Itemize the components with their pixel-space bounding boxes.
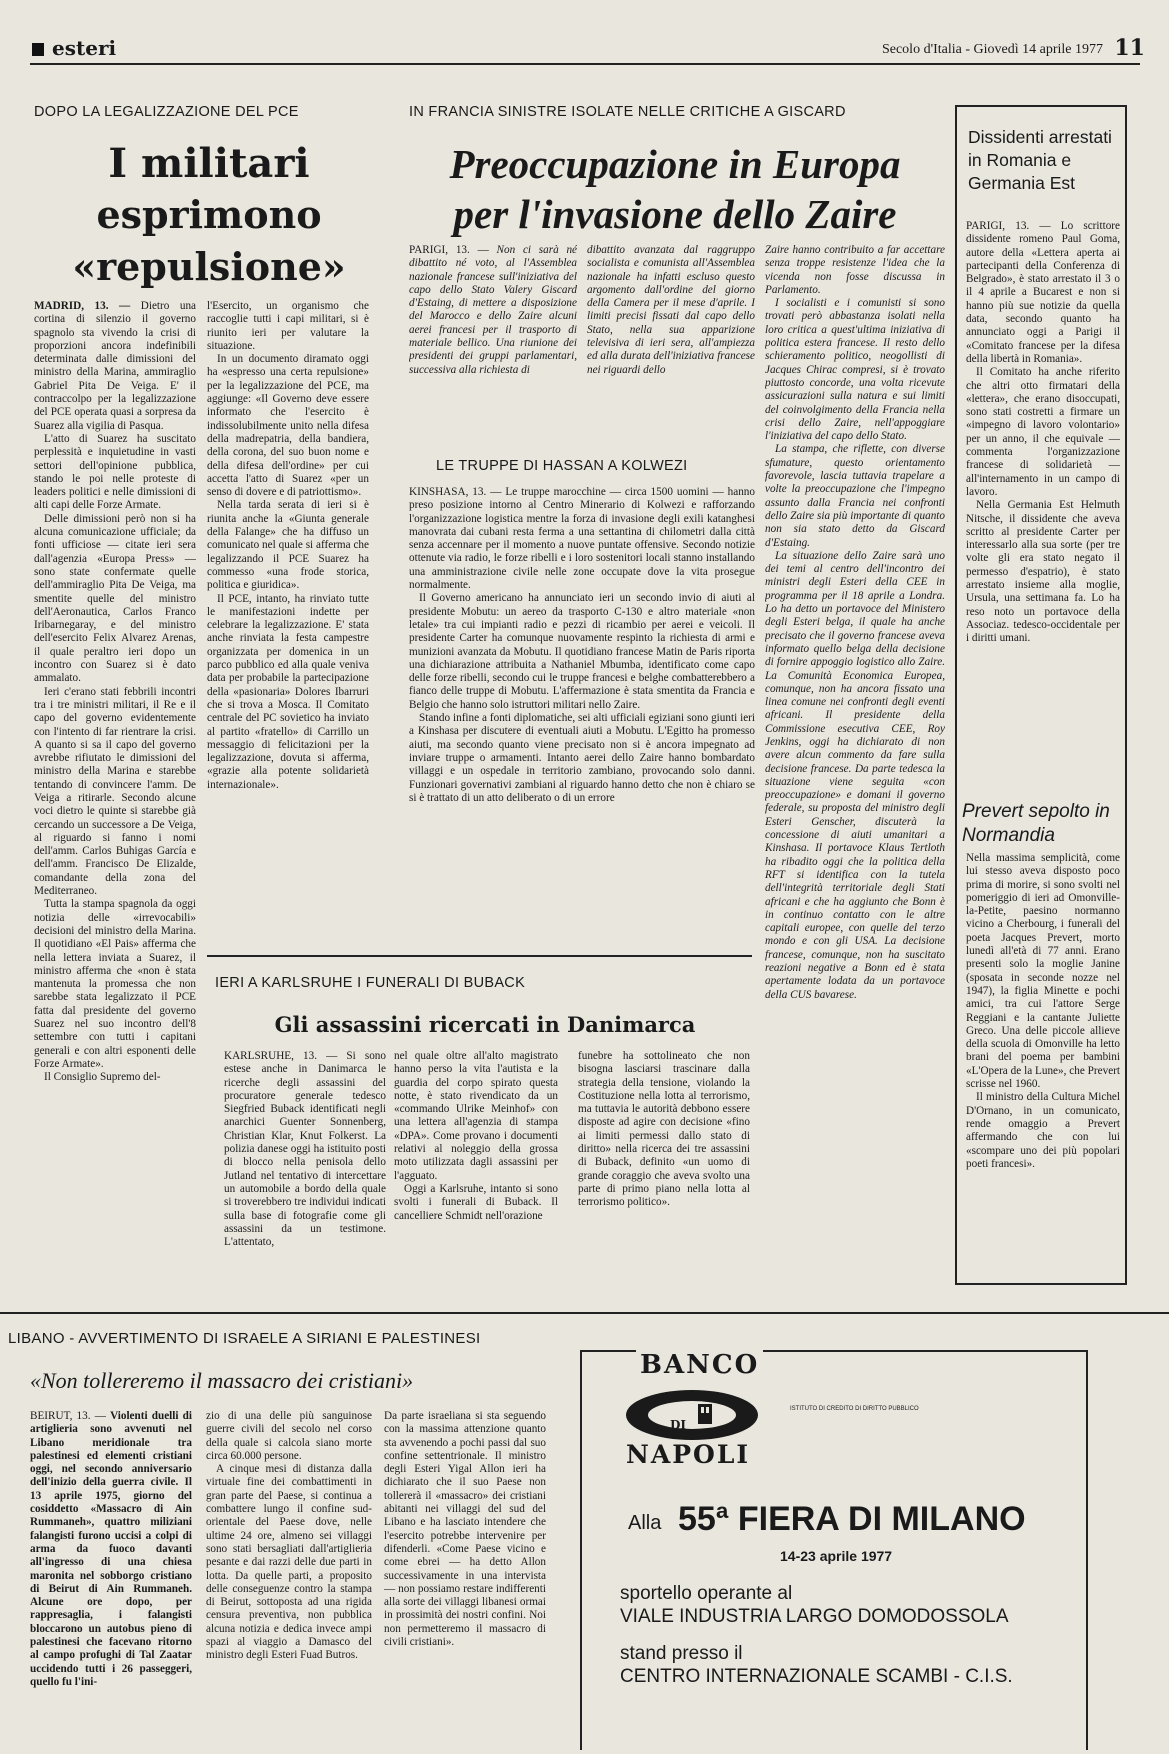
ad-line-4: CENTRO INTERNAZIONALE SCAMBI - C.I.S. — [620, 1666, 1013, 1687]
lebanon-column-1 — [30, 1410, 192, 1750]
kolwezi-paragraph: Le truppe marocchine — circa 1500 uomini — hanno preso posizione intorno al Centro Minerario di Kolwezi e rafforzando l'organizzazione logistica mentre la forza di invasione degli exili katanghesi manovrata dai cubani resta ferma a una settantina di chilometri dalla città senza accennare per il momento a nuove puntate offensive. Secondo notizie ottenute via radio, le forze ribelli e i loro sostenitori locali stanno installando una amministrazione civile nelle zone occupate dove la vita prosegue normalmente. — [409, 486, 755, 592]
ad-line-1: sportello operante al — [620, 1583, 793, 1604]
zaire-headline-1: Preoccupazione in Europa — [449, 141, 901, 187]
zaire-column-1 — [409, 244, 577, 414]
zaire-paragraph: La situazione dello Zaire sarà uno dei temi al centro dell'incontro dei ministri degli Esteri della CEE in programma per il 18 aprile a Londra. Lo ha detto un portavoce del Ministero degli Esteri belga, il quale ha anche precisato che il governo francese aveva informato quello belga della decisione di fornire appoggio logistico allo Zaire. La Comunità Economica Europea, comunque, non ha ancora fissato una linea comune nei confronti degli eventi africani. Il presidente della Commissione esecutiva CEE, Roy Jenkins, oggi ha dichiarato di non avere alcun commento da fare sulla decisione francese. Da parte tedesca la situazione viene seguita «con preoccupazione» e domani il governo federale, su proposta del ministro degli Esteri Genscher, discuterà la concessione di aiuti umanitari a Kinshasa. Il portavoce Klaus Tertloth ha ribadito oggi che la politica della RFT si identifica con la tutela dell'integrità territoriale degli Stati africani e che ha aggiunto che Bonn è in continuo contatto con le altre capitali europee, con quelle del terzo mondo e con gli USA. La decisione francese, comunque, non ha suscitato reazioni negative a Bonn ed è stata apertamente lodata da un portavoce della CUS bavarese. — [765, 549, 945, 1001]
zaire-paragraph: I socialisti e i comunisti si sono trovati però abbastanza isolati nella loro critica a quest'ultima iniziativa di politica estera francese. Il resto dello schieramento politico, neogollisti di Jacques Chirac compresi, si è trovato piuttosto concorde, una volta ricevute assicurazioni sulla natura e sui limiti del coinvolgimento della Francia nella crisi dello Zaire, nell'appoggiare l'iniziativa del capo dello Stato. — [765, 297, 945, 443]
bank-tagline: ISTITUTO DI CREDITO DI DIRITTO PUBBLICO — [790, 1406, 919, 1412]
dissidents-paragraph: Lo scrittore dissidente romeno Paul Goma, autore della «Lettera aperta ai partecipanti della Conferenza di Belgrado», è stato arrestato il 3 o il 4 aprile a Bucarest e non si hanno più sue notizie da quella data, secondo quanto ha annunciato oggi a Parigi il «Comitato francese per la difesa della libertà in Romania». — [966, 220, 1120, 365]
buback-rule — [207, 955, 752, 957]
zaire-paragraph: dibattito avanzata dal raggruppo socialista e comunista all'Assemblea nazionale ha infatti escluso questo argomento dall'ordine del giorno della Camera per il mese d'aprile. I limiti precisi fissati dal capo dello Stato, nella sua apparizione televisiva di ieri sera, all'ampiezza ed alla durata dell'iniziativa francese nei riguardi dello — [587, 244, 755, 376]
military-paragraph: Il PCE, intanto, ha rinviato tutte le manifestazioni indette per celebrare la legalizzazione. E' stata anche rinviata la festa campestre organizzata per domenica in un parco pubblico ed alla quale veniva data per probabile la partecipazione della «pasionaria» Dolores Ibarruri che si trova a Mosca. Il Comitato centrale del PC sovietico ha inviato al partito «fratello» di Carrillo un messaggio di felicitazioni per la legalizzazione, dovuta si afferma, «grazie alla potente solidarietà internazionale». — [207, 592, 369, 791]
military-headline-3: «repulsione» — [72, 244, 346, 289]
buback-column-3 — [578, 1050, 750, 1295]
military-kicker: DOPO LA LEGALIZZAZIONE DEL PCE — [34, 104, 299, 120]
buback-paragraph: nel quale oltre all'alto magistrato hanno perso la vita l'autista e la guardia del corpo spirato questa notte, è stato rivendicato da un «commando Ulrike Meinhof» con una lettera all'agenzia di stampa «DPA». Come provano i documenti relativi al noleggio della grossa moto utilizzata dagli assassini per l'agguato. — [394, 1050, 558, 1182]
dissidents-dateline: PARIGI, 13. — — [966, 220, 1051, 232]
zaire-kicker: IN FRANCIA SINISTRE ISOLATE NELLE CRITICHE A GISCARD — [409, 104, 846, 120]
section-marker — [32, 43, 44, 56]
bank-logo — [622, 1388, 762, 1442]
dissidents-body — [966, 220, 1120, 790]
kolwezi-dateline: KINSHASA, 13. — — [409, 486, 502, 498]
bank-name-bottom: NAPOLI — [626, 1440, 751, 1469]
lebanon-kicker: LIBANO - AVVERTIMENTO DI ISRAELE A SIRIANI E PALESTINESI — [8, 1330, 481, 1347]
prevert-paragraph: Nella massima semplicità, come lui stesso aveva disposto poco prima di morire, si sono svolti nel pomeriggio di ieri ad Omonville-la-Petite, paesino normanno vicino a Cherbourg, i funerali del poeta Jacques Prevert, morto lunedì all'età di 77 anni. Erano presenti solo la moglie Janine (sposata in seconde nozze nel 1947), la figlia Minette e pochi amici, tra cui l'attore Serge Reggiani e la cantante Juliette Greco. Una delle piccole allieve della scuola di Omonville ha letto brani del poema per bambini «L'Opera de la Lune», che Prevert scrisse nel 1960. — [966, 852, 1120, 1091]
dissidents-paragraph: Nella Germania Est Helmuth Nitsche, il dissidente che aveva scritto al presidente Carter per interessarlo alla sua sorte (per tre volte gli era stato negato il permesso d'espatrio), è stato arrestato insieme alla moglie, Ursula, una settimana fa. Lo ha reso noto un portavoce della Associaz. tedesco-occidentale per i diritti umani. — [966, 499, 1120, 645]
military-paragraph: l'Esercito, un organismo che raccoglie tutti i capi militari, si è riunito ieri per valutare la situazione. — [207, 300, 369, 352]
military-paragraph: Il Consiglio Supremo del- — [44, 1071, 161, 1084]
lebanon-paragraph: Da parte israeliana si sta seguendo con la massima attenzione quanto sta avvenendo a pochi passi dal suo confine settentrionale. Il ministro degli Esteri Yigal Allon ieri ha dichiarato che il suo Paese non tollererà il «massacro» dei cristiani abitanti nei villaggi del sud del Libano e ha lasciato intendere che l'esercito potrebbe intervenire per difenderli. «Come Paese vicino e come ebrei — ha detto Allon successivamente in una intervista — non possiamo restare indifferenti alla sorte dei villaggi libanesi ormai in prossimità dei nostri confini. Noi non permetteremo il massacro di civili cristiani». — [384, 1410, 546, 1649]
military-column-1 — [34, 300, 196, 1295]
fair-dates: 14-23 aprile 1977 — [780, 1548, 893, 1564]
buback-paragraph: Si sono estese anche in Danimarca le ricerche degli assassini del procuratore generale tedesco Siegfried Buback identificati negli anarchici Guenter Sonnenberg, Christian Klar, Knut Folkerst. La polizia danese oggi ha istituito posti di blocco nella penisola dello Jutland nel tentativo di intercettare un automobile a bordo della quale si troverebbero tre individui indicati sulla base di fotografie come gli assassini da un testimone. L'attentato, — [224, 1050, 386, 1249]
zaire-paragraph: La stampa, che riflette, con diverse sfumature, questo orientamento favorevole, lascia tuttavia trapelare a volte la preoccupazione che l'impegno assunto dalla Francia nei confronti dello Zaire sia più importante di quanto non sia stato detto da Giscard d'Estaing. — [765, 443, 945, 549]
military-paragraph: Ieri c'erano stati febbrili incontri tra i tre ministri militari, il Re e il capo del governo evidentemente con l'intento di far rientrare la crisi. A quanto si sa il capo del governo avrebbe rifiutato le dimissioni del ministro della Marina e starebbe tentando di convincere l'amm. De Veiga a ritirarle. Secondo alcune voci dietro le quinte si starebbe già cercando un successore a De Veiga, al riguardo si fanno i nomi dell'amm. Carlos Buhigas García e dell'amm. Francisco De Elizalde, comandante della zona del Mediterraneo. — [34, 685, 196, 898]
kolwezi-paragraph: Stando infine a fonti diplomatiche, sei alti ufficiali egiziani sono giunti ieri a Kinshasa per discutere di eventuali aiuti a Mobutu. L'Egitto ha promesso aiuti, ma secondo quanto viene precisato non si è ancora impegnato ad inviare truppe o armamenti. Intanto aerei dello Zaire hanno bombardato villaggi e un ospedale in territorio zambiano, provocando solo danni. Funzionari governativi zambiani al riguardo hanno detto che non è chiaro se si è trattato di un atto deliberato o di un errore — [409, 712, 755, 804]
zaire-column-3 — [765, 244, 945, 1279]
lebanon-column-2 — [206, 1410, 372, 1750]
ad-line-3: stand presso il — [620, 1643, 743, 1664]
lebanon-paragraph: A cinque mesi di distanza dalla virtuale fine dei combattimenti in gran parte del Paese, si continua a combattere lungo il confine sud-orientale del Paese dove, nelle ultime 24 ore, almeno sei villaggi sono stati bersagliati dall'artiglieria pesante e dai razzi delle due parti in lotta. Da quelle parti, a proposito delle conseguenze contro la stampa di Beirut, sottoposta ad una rigida censura preventiva, non pubblica alcuna notizia e dedica invece ampi spazi al viaggio a Damasco del ministro degli Esteri Fuad Butros. — [206, 1463, 372, 1662]
buback-dateline: KARLSRUHE, 13. — — [224, 1050, 338, 1062]
military-paragraph: In un documento diramato oggi ha «espresso una certa repulsione» per la legalizzazione del PCE, ma aggiunge: «Il Governo deve essere informato che l'esercito è indissolubilmente unito nella difesa della madrepatria, della bandiera, della corona, del suo buon nome e della difesa dell'ordine» per cui accetta l'atto di Suarez «per un senso di dovere e di patriottismo». — [207, 353, 369, 499]
zaire-headline-2: per l'invasione dello Zaire — [453, 191, 897, 237]
zaire-dateline: PARIGI, 13. — — [409, 244, 489, 256]
lebanon-paragraph: Violenti duelli di artiglieria sono avvenuti nel Libano meridionale tra palestinesi ed elementi cristiani oggi, nel secondo anniversario dell'inizio della guerra civile. Il 13 aprile 1975, giorno del cosiddetto «Massacro di Ain Rummaneh», quattro miliziani falangisti furono uccisi a colpi di arma da fuoco davanti all'ingresso di una chiesa maronita nel sobborgo cristiano di Beirut di Ain Rummaneh. Alcune ore dopo, per rappresaglia, i falangisti bloccarono un autobus pieno di palestinesi che facevano ritorno al campo profughi di Tal Zaatar uccidendo tutti i 26 passeggeri, quello fu l'ini- — [30, 1410, 192, 1688]
kolwezi-paragraph: Il Governo americano ha annunciato ieri un secondo invio di aiuti al presidente Mobutu: un aereo da trasporto C-130 e altro materiale «non letale» tra cui impianti radio e pezzi di ricambio per aerei e veicoli. Il presidente Carter ha comunque nuovamente respinto la richiesta di armi e munizioni avanzata da Mobutu. Il quotidiano francese Matin de Paris riporta una dichiarazione attribuita a Nathaniel Mbumba, identificato come capo delle forze ribelli, secondo cui le truppe francesi e belghe combatterebbero a fianco delle truppe di Mobutu. L'affermazione è stata smentita da Francia e Belgio che hanno solo istruttori militari nello Zaire. — [409, 592, 755, 711]
ad-line-2: VIALE INDUSTRIA LARGO DOMODOSSOLA — [620, 1606, 1009, 1627]
military-paragraph: Nella tarda serata di ieri si è riunita anche la «Giunta generale della Falange» che ha diffuso un comunicato nel quale si afferma che legalizzando il PCE Suarez ha commesso «una frode storica, politica e giuridica». — [207, 499, 369, 592]
bank-name-di: DI — [670, 1418, 687, 1432]
lebanon-column-3 — [384, 1410, 546, 1750]
bank-name-top: BANCO — [636, 1350, 763, 1380]
kolwezi-body — [409, 486, 755, 936]
military-paragraph: Tutta la stampa spagnola da oggi notizia delle «irrevocabili» decisioni del ministro della Marina. Il quotidiano «El Pais» afferma che nella lettera inviata a Suarez, il ministro afferma che «non è stata mantenuta la promessa che non sarebbe stata legalizzato il PCE fatta dal presidente del governo Suarez nel suo incontro dell'8 settembre con tutti i capitani generali e con altri esponenti delle Forze Armate». — [34, 898, 196, 1070]
kolwezi-kicker: LE TRUPPE DI HASSAN A KOLWEZI — [436, 458, 688, 474]
newspaper-date: Secolo d'Italia - Giovedì 14 aprile 1977 — [881, 42, 1103, 57]
military-paragraph: Delle dimissioni però non si ha alcuna comunicazione ufficiale; da fonti ufficiose — citate ieri sera dall'agenzia «Europa Press» — sono state confermate quelle dell'ammiraglio Pita De Veiga, ma smentite quelle del ministro dell'Aeronautica, Carlos Franco Iribarnegaray, e del ministro dell'esercito Felix Alvarez Arenas, il quale peraltro ieri dopo un incontro con Suarez si è dato ammalato. — [34, 512, 196, 685]
buback-column-1 — [224, 1050, 386, 1295]
military-column-2 — [207, 300, 369, 940]
page-number: 11 — [1114, 35, 1145, 61]
military-dateline: MADRID, 13. — — [34, 300, 131, 312]
dissidents-paragraph: Il Comitato ha anche riferito che altri otto firmatari della «lettera», che erano disoccupati, sono stati costretti a firmare un «impegno di lavoro volontario» per un anno, il che equivale — commenta l'organizzazione francese di solidarietà — all'internamento in un campo di lavoro. — [966, 366, 1120, 498]
bank-logo-icon — [622, 1388, 762, 1442]
military-paragraph: Dietro una cortina di silenzio il governo spagnolo sta vivendo la crisi di proporzioni ancora indefinibili determinata dalle dimissioni del ministro della Marina, ammiraglio Gabriel Pita De Veiga. E' il contraccolpo per la legalizzazione del PCE operata quasi a sorpresa da Suarez alla vigilia di Pasqua. — [34, 300, 196, 432]
fair-prefix: Alla — [628, 1512, 662, 1534]
military-headline-1: I militari — [108, 140, 310, 187]
masthead-rule — [30, 63, 1140, 65]
buback-paragraph: Oggi a Karlsruhe, intanto si sono svolti i funerali di Buback. Il cancelliere Schmidt nell'orazione — [394, 1182, 558, 1222]
fair-name: 55ª FIERA DI MILANO — [678, 1500, 1026, 1538]
zaire-column-2 — [587, 244, 755, 414]
lebanon-headline: «Non tollereremo il massacro dei cristiani» — [30, 1368, 414, 1393]
military-paragraph: L'atto di Suarez ha suscitato perplessità e inquietudine in vasti settori dell'opinione pubblica, stando le poi nelle proteste di leaders politici e nelle dimissioni di alti capi delle Forze Armate. — [34, 432, 196, 512]
buback-column-2 — [394, 1050, 558, 1295]
zaire-paragraph: Non ci sarà né dibattito né voto, al l'Assemblea nazionale francese sull'iniziativa del capo dello Stato Valery Giscard d'Estaing, di mettere a disposizione del Marocco e dello Zaire alcuni aerei francesi per il trasporto di materiale bellico. Una riunione dei presidenti dei gruppi parlamentari, successiva alla richiesta di — [409, 244, 577, 376]
lebanon-paragraph: zio di una delle più sanguinose guerre civili del secolo nel corso della quale si calcola siano morte circa 60.000 persone. — [206, 1410, 372, 1462]
zaire-paragraph: Zaire hanno contribuito a far accettare senza troppe resistenze l'idea che la vicenda non fosse discussa in Parlamento. — [765, 244, 945, 296]
dissidents-headline: Dissidenti arrestati in Romania e Germania Est — [968, 127, 1112, 193]
buback-paragraph: funebre ha sottolineato che non bisogna lasciarsi trascinare dalla strategia della tensione, violando la Costituzione nella lotta al terrorismo, ma tuttavia le autorità debbono essere disposte ad agire con decisione «fino ai limiti permessi dallo stato di diritto» nella ricerca dei tre assassini di Buback, definito «un uomo di grande coraggio che aveva svolto una parte di primo piano nella lotta al terrorismo politico». — [578, 1050, 750, 1209]
prevert-body — [966, 852, 1120, 1277]
section-label: esteri — [52, 36, 117, 60]
lower-rule — [0, 1312, 1169, 1314]
buback-kicker: IERI A KARLSRUHE I FUNERALI DI BUBACK — [215, 975, 526, 991]
prevert-paragraph: Il ministro della Cultura Michel D'Ornano, in un comunicato, rende omaggio a Prevert affermando che con lui «scompare uno dei più popolari poeti francesi». — [966, 1091, 1120, 1170]
prevert-headline: Prevert sepolto in Normandia — [962, 801, 1110, 846]
military-headline-2: esprimono — [96, 192, 322, 237]
lebanon-dateline: BEIRUT, 13. — — [30, 1410, 106, 1422]
buback-headline: Gli assassini ricercati in Danimarca — [274, 1012, 696, 1037]
